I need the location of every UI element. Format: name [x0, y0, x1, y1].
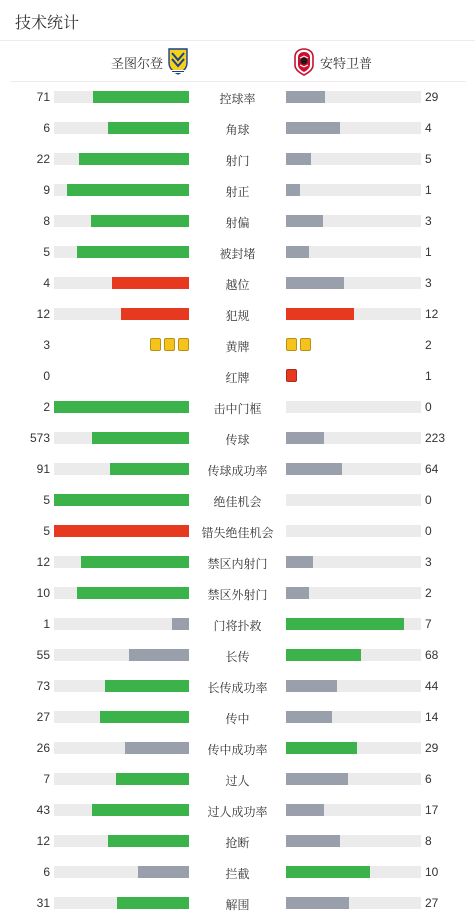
away-bar-fill [286, 897, 349, 909]
away-bar-fill [286, 680, 337, 692]
home-bar-fill [112, 277, 189, 289]
stat-row [0, 423, 475, 454]
stat-label: 传球 [225, 433, 250, 447]
home-bar-fill [54, 401, 189, 413]
away-bar-track [286, 525, 421, 537]
home-bar-track [54, 587, 189, 599]
home-bar-fill [121, 308, 189, 320]
away-stat-value: 4 [425, 121, 432, 135]
away-stat-value: 3 [425, 555, 432, 569]
home-bar-fill [105, 680, 189, 692]
away-bar-track [286, 649, 421, 661]
home-stat-value: 3 [43, 338, 50, 352]
stat-row [0, 361, 475, 392]
away-stat-value: 44 [425, 679, 439, 693]
home-bar-fill [92, 432, 189, 444]
home-bar-track [54, 835, 189, 847]
yellow-card-icon [150, 338, 161, 351]
stat-label: 传中 [225, 712, 250, 726]
home-bar-fill [116, 773, 189, 785]
home-stat-value: 71 [36, 90, 50, 104]
away-stat-value: 0 [425, 524, 432, 538]
home-bar-track [54, 680, 189, 692]
away-stat-value: 5 [425, 152, 432, 166]
stat-label: 黄牌 [225, 340, 250, 354]
home-bar-fill [92, 804, 189, 816]
teams-row [10, 41, 466, 82]
stat-row [0, 547, 475, 578]
stat-row [0, 795, 475, 826]
home-stat-value: 5 [43, 493, 50, 507]
home-bar-fill [77, 587, 189, 599]
home-stat-value: 8 [43, 214, 50, 228]
away-stat-value: 2 [425, 338, 432, 352]
stat-row [0, 237, 475, 268]
stat-label: 击中门框 [213, 402, 262, 416]
home-bar-track [54, 649, 189, 661]
stat-row [0, 392, 475, 423]
yellow-card-icon [164, 338, 175, 351]
stat-label: 长传 [225, 650, 250, 664]
stat-label: 控球率 [219, 92, 256, 106]
page-header [0, 0, 475, 41]
stat-label: 被封堵 [219, 247, 256, 261]
away-stat-value: 223 [425, 431, 446, 445]
away-bar-track [286, 91, 421, 103]
away-bar-track [286, 587, 421, 599]
home-stat-value: 12 [36, 307, 50, 321]
stat-row [0, 640, 475, 671]
home-stat-value: 43 [36, 803, 50, 817]
away-bar-track [286, 742, 421, 754]
stat-label: 射正 [225, 185, 250, 199]
stat-row [0, 764, 475, 795]
home-bar-track [54, 742, 189, 754]
home-bar-track [54, 494, 189, 506]
home-bar-fill [67, 184, 189, 196]
away-bar-fill [286, 742, 357, 754]
stat-row [0, 857, 475, 888]
away-bar-track [286, 122, 421, 134]
home-bar-fill [108, 835, 189, 847]
stat-label: 解围 [225, 898, 250, 912]
home-bar-track [54, 711, 189, 723]
home-bar-fill [93, 91, 189, 103]
away-bar-track [286, 835, 421, 847]
away-stat-value: 27 [425, 896, 439, 910]
stat-row [0, 516, 475, 547]
home-team-name[interactable]: 圣图尔登 [110, 56, 163, 71]
stat-label: 过人成功率 [207, 805, 268, 819]
away-bar-fill [286, 618, 404, 630]
away-stat-value: 1 [425, 183, 432, 197]
away-bar-fill [286, 184, 300, 196]
home-bar-track [54, 184, 189, 196]
stat-label: 长传成功率 [207, 681, 268, 695]
away-bar-track [286, 711, 421, 723]
home-bar-fill [79, 153, 189, 165]
home-team-logo-icon[interactable] [167, 48, 189, 76]
stat-label: 过人 [225, 774, 250, 788]
stat-row [0, 609, 475, 640]
stat-row [0, 578, 475, 609]
away-stat-value: 14 [425, 710, 439, 724]
home-bar-fill [125, 742, 189, 754]
away-bar-track [286, 556, 421, 568]
away-bar-fill [286, 91, 325, 103]
home-bar-fill [54, 525, 189, 537]
stat-label: 抢断 [225, 836, 250, 850]
away-bar-fill [286, 587, 309, 599]
away-bar-fill [286, 835, 340, 847]
stat-row [0, 888, 475, 919]
home-bar-track [54, 153, 189, 165]
away-bar-track [286, 401, 421, 413]
stat-row [0, 175, 475, 206]
home-bar-track [54, 91, 189, 103]
away-bar-fill [286, 711, 332, 723]
stat-label: 红牌 [225, 371, 250, 385]
away-team-logo-icon[interactable] [293, 48, 315, 76]
away-cards [286, 338, 311, 351]
home-bar-fill [138, 866, 189, 878]
home-cards [150, 338, 189, 351]
away-stat-value: 12 [425, 307, 439, 321]
home-bar-track [54, 556, 189, 568]
home-bar-track [54, 308, 189, 320]
yellow-card-icon [178, 338, 189, 351]
away-stat-value: 3 [425, 276, 432, 290]
away-bar-track [286, 308, 421, 320]
away-team-name[interactable]: 安特卫普 [320, 56, 373, 71]
away-stat-value: 3 [425, 214, 432, 228]
home-stat-value: 5 [43, 245, 50, 259]
stat-row [0, 485, 475, 516]
stat-label: 门将扑救 [213, 619, 262, 633]
stat-label: 传球成功率 [207, 464, 268, 478]
home-bar-fill [117, 897, 189, 909]
home-stat-value: 55 [36, 648, 50, 662]
stat-label: 射门 [225, 154, 250, 168]
home-stat-value: 27 [36, 710, 50, 724]
away-bar-fill [286, 773, 348, 785]
away-stat-value: 64 [425, 462, 439, 476]
page-title: 技术统计 [15, 15, 80, 32]
home-stat-value: 12 [36, 834, 50, 848]
stat-row [0, 113, 475, 144]
home-bar-track [54, 463, 189, 475]
stat-row [0, 82, 475, 113]
home-bar-fill [110, 463, 189, 475]
stat-label: 禁区外射门 [207, 588, 268, 602]
home-bar-track [54, 525, 189, 537]
stat-label: 传中成功率 [207, 743, 268, 757]
stat-label: 拦截 [225, 867, 250, 881]
home-stat-value: 4 [43, 276, 50, 290]
red-card-icon [286, 369, 297, 382]
home-bar-track [54, 618, 189, 630]
away-stat-value: 2 [425, 586, 432, 600]
away-bar-track [286, 432, 421, 444]
away-bar-track [286, 897, 421, 909]
away-stat-value: 10 [425, 865, 439, 879]
home-stat-value: 1 [43, 617, 50, 631]
home-bar-track [54, 122, 189, 134]
away-bar-track [286, 215, 421, 227]
home-bar-fill [129, 649, 189, 661]
home-bar-track [54, 277, 189, 289]
away-bar-fill [286, 556, 313, 568]
home-bar-fill [91, 215, 189, 227]
away-bar-fill [286, 246, 309, 258]
home-stat-value: 26 [36, 741, 50, 755]
away-stat-value: 1 [425, 245, 432, 259]
home-stat-value: 22 [36, 152, 50, 166]
yellow-card-icon [300, 338, 311, 351]
stat-label: 绝佳机会 [213, 495, 262, 509]
away-stat-value: 0 [425, 493, 432, 507]
stat-row [0, 299, 475, 330]
away-stat-value: 68 [425, 648, 439, 662]
away-stat-value: 0 [425, 400, 432, 414]
home-bar-track [54, 897, 189, 909]
away-stat-value: 6 [425, 772, 432, 786]
stat-row [0, 454, 475, 485]
home-stat-value: 7 [43, 772, 50, 786]
stat-row [0, 826, 475, 857]
stat-label: 越位 [225, 278, 250, 292]
stat-row [0, 330, 475, 361]
away-bar-track [286, 246, 421, 258]
away-bar-fill [286, 804, 324, 816]
stat-label: 禁区内射门 [207, 557, 268, 571]
away-bar-fill [286, 308, 354, 320]
stat-row [0, 206, 475, 237]
away-stat-value: 1 [425, 369, 432, 383]
stat-label: 错失绝佳机会 [201, 526, 274, 540]
away-bar-track [286, 277, 421, 289]
away-stat-value: 8 [425, 834, 432, 848]
home-stat-value: 91 [36, 462, 50, 476]
away-bar-fill [286, 649, 361, 661]
home-bar-fill [54, 494, 189, 506]
home-stat-value: 6 [43, 121, 50, 135]
home-stat-value: 573 [29, 431, 50, 445]
home-bar-track [54, 246, 189, 258]
away-bar-fill [286, 277, 344, 289]
stat-label: 犯规 [225, 309, 250, 323]
away-bar-fill [286, 463, 342, 475]
home-stat-value: 12 [36, 555, 50, 569]
stat-row [0, 733, 475, 764]
home-bar-fill [81, 556, 189, 568]
home-bar-fill [100, 711, 189, 723]
home-stat-value: 2 [43, 400, 50, 414]
away-bar-track [286, 494, 421, 506]
away-cards [286, 369, 297, 382]
home-bar-track [54, 773, 189, 785]
home-stat-value: 31 [36, 896, 50, 910]
home-stat-value: 5 [43, 524, 50, 538]
stat-row [0, 144, 475, 175]
away-bar-track [286, 184, 421, 196]
home-bar-track [54, 432, 189, 444]
home-stat-value: 6 [43, 865, 50, 879]
home-bar-fill [77, 246, 189, 258]
away-bar-fill [286, 866, 370, 878]
home-bar-track [54, 866, 189, 878]
stat-label: 角球 [225, 123, 250, 137]
stats-list [0, 82, 475, 919]
home-bar-fill [108, 122, 189, 134]
away-bar-fill [286, 122, 340, 134]
yellow-card-icon [286, 338, 297, 351]
away-bar-fill [286, 153, 311, 165]
home-bar-fill [172, 618, 189, 630]
away-bar-track [286, 804, 421, 816]
away-bar-track [286, 153, 421, 165]
away-bar-track [286, 463, 421, 475]
stat-row [0, 671, 475, 702]
home-bar-track [54, 401, 189, 413]
away-bar-track [286, 680, 421, 692]
away-stat-value: 29 [425, 90, 439, 104]
home-bar-track [54, 215, 189, 227]
away-bar-track [286, 618, 421, 630]
home-stat-value: 10 [36, 586, 50, 600]
stat-row [0, 702, 475, 733]
stat-label: 射偏 [225, 216, 250, 230]
away-bar-track [286, 773, 421, 785]
stat-row [0, 268, 475, 299]
away-bar-track [286, 866, 421, 878]
home-stat-value: 9 [43, 183, 50, 197]
away-stat-value: 29 [425, 741, 439, 755]
away-bar-fill [286, 215, 323, 227]
away-bar-fill [286, 432, 324, 444]
away-stat-value: 17 [425, 803, 439, 817]
home-stat-value: 0 [43, 369, 50, 383]
home-bar-track [54, 804, 189, 816]
away-stat-value: 7 [425, 617, 432, 631]
home-stat-value: 73 [36, 679, 50, 693]
